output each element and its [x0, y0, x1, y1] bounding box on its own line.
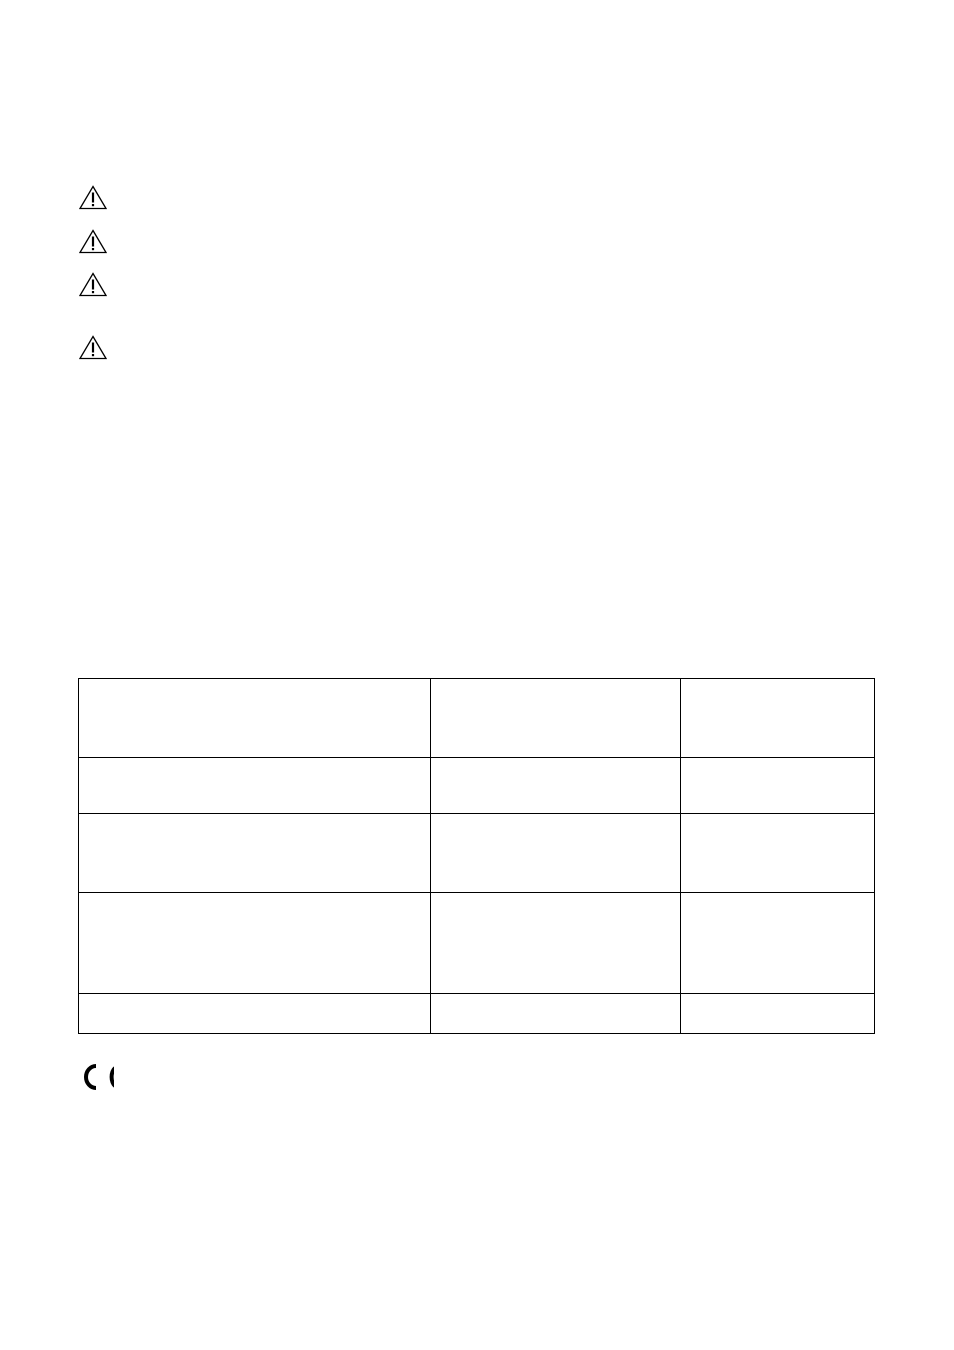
table-cell	[431, 893, 681, 994]
warning-triangle-icon	[79, 335, 107, 360]
table-row	[79, 994, 875, 1034]
table-row	[79, 679, 875, 758]
ce-mark-icon	[80, 1062, 120, 1092]
table-cell	[681, 994, 875, 1034]
table-cell	[79, 814, 431, 893]
table-row	[79, 758, 875, 814]
spec-table	[78, 678, 875, 1034]
table-cell	[681, 814, 875, 893]
table-cell	[681, 893, 875, 994]
warning-triangle-icon	[79, 229, 107, 254]
table-cell	[431, 679, 681, 758]
warning-triangle-icon	[79, 272, 107, 297]
table-cell	[79, 758, 431, 814]
warning-triangle-icon	[79, 185, 107, 210]
table-cell	[681, 758, 875, 814]
table-cell	[431, 814, 681, 893]
table-cell	[681, 679, 875, 758]
table-cell	[79, 679, 431, 758]
table-cell	[431, 994, 681, 1034]
table-cell	[431, 758, 681, 814]
table-cell	[79, 893, 431, 994]
table-row	[79, 814, 875, 893]
table-cell	[79, 994, 431, 1034]
table-row	[79, 893, 875, 994]
